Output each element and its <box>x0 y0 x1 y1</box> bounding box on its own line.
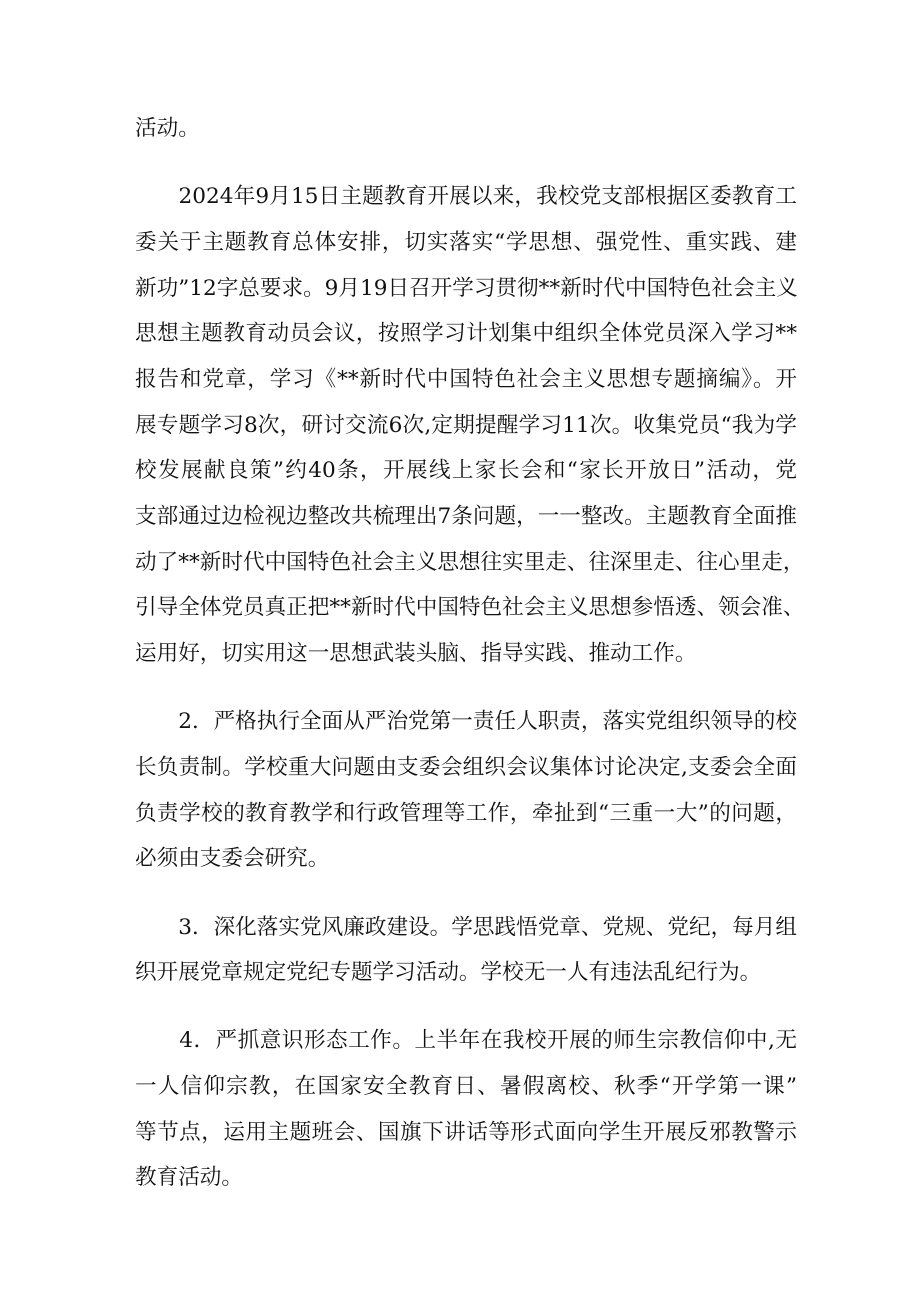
paragraph-item-4 <box>135 1018 797 1201</box>
text-line: 支部通过边检视边整改共梳理出7条问题，一一整改。主题教育全面推 <box>135 504 797 529</box>
paragraph-spacer <box>135 677 797 700</box>
text-line: 2024年9月15日主题教育开展以来，我校党支部根据区委教育工 <box>135 184 797 210</box>
text-line: 2．严格执行全面从严治党第一责任人职责，落实党组织领导的校 <box>135 709 797 735</box>
text-line: 思想主题教育动员会议，按照学习计划集中组织全体党员深入学习** <box>135 321 797 347</box>
paragraph-continuation <box>135 106 797 152</box>
text-line: 委关于主题教育总体安排，切实落实“学思想、强党性、重实践、建 <box>135 229 797 255</box>
text-line: 引导全体党员真正把**新时代中国特色社会主义思想参悟透、领会准、 <box>135 595 805 621</box>
text-line: 运用好，切实用这一思想武装头脑、指导实践、推动工作。 <box>135 641 697 667</box>
text-line: 新功”12字总要求。9月19日召开学习贯彻**新时代中国特色社会主义 <box>135 275 798 301</box>
text-line: 报告和党章，学习《**新时代中国特色社会主义思想专题摘编》。开 <box>135 366 797 392</box>
text-line: 一人信仰宗教，在国家安全教育日、暑假离校、秋季“开学第一课” <box>135 1074 797 1100</box>
text-line: 展专题学习8次，研讨交流6次,定期提醒学习11次。收集党员“我为学 <box>135 412 797 438</box>
text-line: 必须由支委会研究。 <box>135 846 330 872</box>
paragraph-item-2 <box>135 699 797 882</box>
paragraph-spacer <box>135 882 797 905</box>
paragraph-spacer <box>135 152 797 175</box>
paragraph-spacer <box>135 996 797 1019</box>
text-line: 教育活动。 <box>135 1165 243 1191</box>
text-line: 活动。 <box>135 116 200 141</box>
document-body <box>135 106 805 1201</box>
paragraph-theme-education <box>135 174 805 677</box>
text-line: 负责学校的教育教学和行政管理等工作，牵扯到“三重一大”的问题， <box>135 800 797 826</box>
text-line: 长负责制。学校重大问题由支委会组织会议集体讨论决定,支委会全面 <box>135 754 797 780</box>
text-line: 织开展党章规定党纪专题学习活动。学校无一人有违法乱纪行为。 <box>135 960 762 986</box>
text-line: 等节点，运用主题班会、国旗下讲话等形式面向学生开展反邪教警示 <box>135 1119 797 1145</box>
paragraph-item-3 <box>135 905 797 996</box>
text-line: 校发展献良策”约40条，开展线上家长会和“家长开放日”活动，党 <box>135 458 797 484</box>
text-line: 4．严抓意识形态工作。上半年在我校开展的师生宗教信仰中,无 <box>135 1028 797 1054</box>
text-line: 动了**新时代中国特色社会主义思想往实里走、往深里走、往心里走， <box>135 549 805 575</box>
text-line: 3．深化落实党风廉政建设。学思践悟党章、党规、党纪，每月组 <box>135 914 797 940</box>
